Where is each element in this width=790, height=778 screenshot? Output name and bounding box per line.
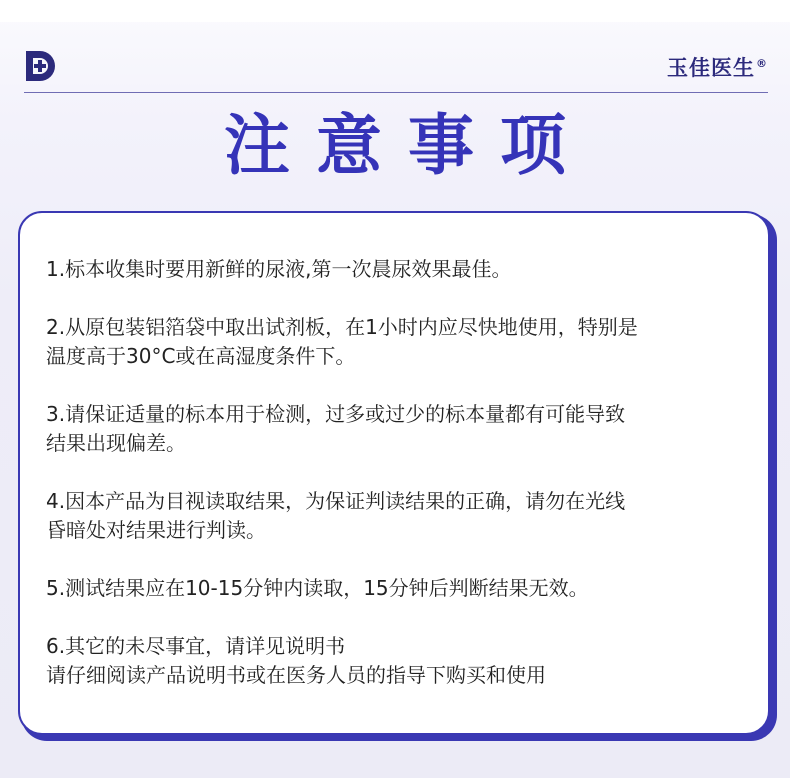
registered-mark: ®: [756, 57, 768, 70]
brand-name-text: 玉佳医生: [667, 56, 755, 80]
note-item-4: [46, 487, 742, 545]
brand-name: [667, 52, 768, 82]
notes-card: [18, 211, 770, 735]
note-line: 2.从原包装铝箔袋中取出试剂板，在1小时内应尽快地使用，特别是: [46, 315, 638, 339]
note-item-5: [46, 574, 742, 603]
note-line: 6.其它的未尽事宜，请详见说明书: [46, 634, 346, 658]
note-line: 温度高于30°C或在高湿度条件下。: [46, 344, 356, 368]
note-line: 5.测试结果应在10-15分钟内读取，15分钟后判断结果无效。: [46, 576, 589, 600]
note-item-1: [46, 255, 742, 284]
notes-list: [46, 255, 742, 690]
note-item-6: [46, 632, 742, 690]
note-item-2: [46, 313, 742, 371]
note-line: 请仔细阅读产品说明书或在医务人员的指导下购买和使用: [46, 663, 546, 687]
note-item-3: [46, 400, 742, 458]
header-divider: [24, 92, 768, 93]
note-line: 1.标本收集时要用新鲜的尿液,第一次晨尿效果最佳。: [46, 257, 512, 281]
top-band: [0, 0, 790, 22]
d-cross-logo-icon: [24, 49, 56, 83]
note-line: 3.请保证适量的标本用于检测，过多或过少的标本量都有可能导致: [46, 402, 626, 426]
note-line: 结果出现偏差。: [46, 431, 186, 455]
page-title: 注意事项: [224, 107, 592, 184]
note-line: 4.因本产品为目视读取结果，为保证判读结果的正确，请勿在光线: [46, 489, 626, 513]
note-line: 昏暗处对结果进行判读。: [46, 518, 266, 542]
